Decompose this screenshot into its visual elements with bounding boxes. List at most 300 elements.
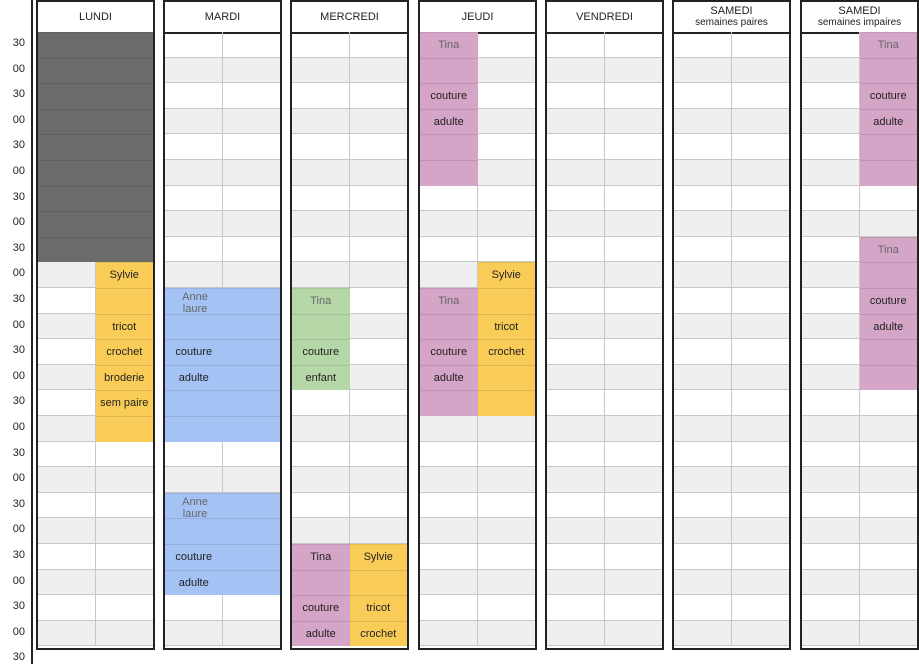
schedule-cell[interactable]: [605, 211, 663, 237]
schedule-cell[interactable]: [732, 288, 790, 314]
schedule-cell[interactable]: [478, 58, 536, 84]
block-row-line: [96, 186, 154, 187]
schedule-cell[interactable]: [860, 416, 918, 442]
schedule-cell[interactable]: [547, 390, 605, 416]
schedule-cell[interactable]: [802, 262, 860, 288]
schedule-cell[interactable]: [732, 262, 790, 288]
schedule-cell[interactable]: [223, 211, 281, 237]
schedule-cell[interactable]: [732, 134, 790, 160]
schedule-cell[interactable]: [674, 109, 732, 135]
schedule-cell[interactable]: [292, 160, 350, 186]
schedule-cell[interactable]: [38, 314, 96, 340]
schedule-cell[interactable]: [547, 621, 605, 647]
schedule-cell[interactable]: [350, 365, 408, 391]
schedule-cell[interactable]: [292, 32, 350, 58]
schedule-cell[interactable]: [674, 83, 732, 109]
day-header: [674, 2, 789, 34]
schedule-cell[interactable]: [802, 467, 860, 493]
schedule-cell[interactable]: [674, 390, 732, 416]
block-row-line: [96, 365, 154, 366]
block-row-line: [860, 134, 918, 135]
schedule-cell[interactable]: [292, 186, 350, 212]
block-row-line: [165, 339, 223, 340]
schedule-cell[interactable]: [478, 595, 536, 621]
activity-block[interactable]: [38, 32, 96, 262]
block-row-line: [292, 314, 350, 315]
schedule-cell[interactable]: [674, 621, 732, 647]
schedule-cell[interactable]: [350, 109, 408, 135]
schedule-cell[interactable]: [674, 339, 732, 365]
schedule-cell[interactable]: [38, 365, 96, 391]
block-row-line: [96, 237, 154, 238]
schedule-cell[interactable]: [732, 58, 790, 84]
schedule-cell[interactable]: [478, 442, 536, 468]
schedule-cell[interactable]: [605, 518, 663, 544]
schedule-cell[interactable]: [223, 58, 281, 84]
schedule-cell[interactable]: [223, 467, 281, 493]
schedule-cell[interactable]: [420, 518, 478, 544]
schedule-cell[interactable]: [732, 109, 790, 135]
schedule-cell[interactable]: [605, 314, 663, 340]
schedule-cell[interactable]: [732, 390, 790, 416]
schedule-cell[interactable]: [605, 365, 663, 391]
schedule-cell[interactable]: [547, 262, 605, 288]
schedule-cell[interactable]: [605, 544, 663, 570]
block-row-line: [38, 160, 96, 161]
schedule-cell[interactable]: [674, 211, 732, 237]
schedule-cell[interactable]: [38, 570, 96, 596]
schedule-cell[interactable]: [802, 58, 860, 84]
schedule-cell[interactable]: [478, 416, 536, 442]
schedule-cell[interactable]: [38, 595, 96, 621]
schedule-cell[interactable]: [802, 570, 860, 596]
schedule-cell[interactable]: [292, 237, 350, 263]
schedule-cell[interactable]: [605, 339, 663, 365]
schedule-cell[interactable]: [605, 570, 663, 596]
schedule-cell[interactable]: [420, 570, 478, 596]
schedule-cell[interactable]: [38, 467, 96, 493]
day-header: [292, 2, 407, 34]
schedule-cell[interactable]: [605, 83, 663, 109]
block-row-line: [96, 109, 154, 110]
block-row-line: [96, 160, 154, 161]
schedule-cell[interactable]: [605, 160, 663, 186]
schedule-cell[interactable]: [674, 518, 732, 544]
schedule-cell[interactable]: [292, 58, 350, 84]
schedule-cell[interactable]: [802, 32, 860, 58]
block-row-line: [292, 365, 350, 366]
schedule-cell[interactable]: [223, 237, 281, 263]
schedule-cell[interactable]: [547, 211, 605, 237]
schedule-cell[interactable]: [802, 595, 860, 621]
schedule-cell[interactable]: [674, 288, 732, 314]
schedule-cell[interactable]: [350, 32, 408, 58]
schedule-cell[interactable]: [547, 186, 605, 212]
schedule-cell[interactable]: [547, 518, 605, 544]
day-column: [800, 0, 919, 650]
block-row-line: [223, 544, 281, 545]
schedule-cell[interactable]: [802, 416, 860, 442]
block-row-line: [860, 314, 918, 315]
schedule-cell[interactable]: [732, 365, 790, 391]
schedule-cell[interactable]: [165, 83, 223, 109]
activity-block[interactable]: [420, 32, 478, 186]
schedule-cell[interactable]: [292, 416, 350, 442]
schedule-cell[interactable]: [802, 339, 860, 365]
schedule-cell[interactable]: [860, 390, 918, 416]
schedule-cell[interactable]: [165, 262, 223, 288]
schedule-cell[interactable]: [860, 570, 918, 596]
schedule-cell[interactable]: [223, 442, 281, 468]
schedule-cell[interactable]: [547, 416, 605, 442]
schedule-cell[interactable]: [732, 518, 790, 544]
schedule-cell[interactable]: [860, 595, 918, 621]
schedule-cell[interactable]: [350, 518, 408, 544]
schedule-cell[interactable]: [223, 595, 281, 621]
schedule-cell[interactable]: [547, 467, 605, 493]
schedule-cell[interactable]: [674, 595, 732, 621]
schedule-cell[interactable]: [732, 621, 790, 647]
schedule-cell[interactable]: [478, 518, 536, 544]
schedule-cell[interactable]: [165, 109, 223, 135]
schedule-cell[interactable]: [547, 237, 605, 263]
schedule-cell[interactable]: [547, 288, 605, 314]
time-column: [0, 0, 33, 664]
schedule-cell[interactable]: [420, 544, 478, 570]
block-row-line: [165, 544, 223, 545]
schedule-cell[interactable]: [605, 416, 663, 442]
schedule-cell[interactable]: [350, 160, 408, 186]
schedule-cell[interactable]: [38, 262, 96, 288]
schedule-cell[interactable]: [350, 467, 408, 493]
block-row-line: [420, 109, 478, 110]
schedule-cell[interactable]: [350, 416, 408, 442]
schedule-cell[interactable]: [674, 493, 732, 519]
schedule-cell[interactable]: [732, 32, 790, 58]
schedule-cell[interactable]: [674, 134, 732, 160]
time-label: 00: [12, 62, 25, 75]
schedule-cell[interactable]: [802, 288, 860, 314]
schedule-cell[interactable]: [38, 442, 96, 468]
schedule-cell[interactable]: [165, 186, 223, 212]
schedule-cell[interactable]: [478, 544, 536, 570]
schedule-cell[interactable]: [478, 32, 536, 58]
schedule-cell[interactable]: [860, 518, 918, 544]
schedule-cell[interactable]: [478, 211, 536, 237]
schedule-cell[interactable]: [223, 134, 281, 160]
activity-block[interactable]: [860, 237, 918, 391]
schedule-cell[interactable]: [605, 134, 663, 160]
schedule-cell[interactable]: [478, 570, 536, 596]
day-header: [547, 2, 662, 34]
schedule-cell[interactable]: [802, 237, 860, 263]
schedule-cell[interactable]: [223, 186, 281, 212]
schedule-cell[interactable]: [802, 211, 860, 237]
schedule-cell[interactable]: [605, 390, 663, 416]
schedule-cell[interactable]: [96, 467, 154, 493]
schedule-cell[interactable]: [547, 442, 605, 468]
schedule-cell[interactable]: [165, 467, 223, 493]
schedule-cell[interactable]: [860, 186, 918, 212]
schedule-cell[interactable]: [860, 621, 918, 647]
time-label: 00: [12, 267, 25, 280]
schedule-cell[interactable]: [547, 134, 605, 160]
schedule-cell[interactable]: [165, 621, 223, 647]
schedule-cell[interactable]: [223, 83, 281, 109]
schedule-cell[interactable]: [674, 416, 732, 442]
schedule-cell[interactable]: [165, 160, 223, 186]
schedule-cell[interactable]: [478, 621, 536, 647]
schedule-cell[interactable]: [674, 160, 732, 186]
activity-label: Sylvie: [491, 269, 521, 282]
schedule-cell[interactable]: [420, 211, 478, 237]
schedule-cell[interactable]: [38, 621, 96, 647]
schedule-cell[interactable]: [802, 390, 860, 416]
schedule-cell[interactable]: [547, 493, 605, 519]
schedule-cell[interactable]: [292, 390, 350, 416]
activity-block[interactable]: [96, 32, 154, 262]
schedule-cell[interactable]: [732, 416, 790, 442]
block-row-line: [96, 134, 154, 135]
schedule-cell[interactable]: [802, 109, 860, 135]
schedule-cell[interactable]: [547, 83, 605, 109]
schedule-cell[interactable]: [732, 442, 790, 468]
time-label: 30: [12, 395, 25, 408]
block-row-line: [38, 211, 96, 212]
schedule-cell[interactable]: [478, 134, 536, 160]
schedule-cell[interactable]: [38, 518, 96, 544]
schedule-cell[interactable]: [292, 467, 350, 493]
schedule-cell[interactable]: [605, 288, 663, 314]
schedule-cell[interactable]: [547, 58, 605, 84]
schedule-cell[interactable]: [165, 32, 223, 58]
schedule-cell[interactable]: [674, 442, 732, 468]
schedule-cell[interactable]: [38, 390, 96, 416]
schedule-cell[interactable]: [165, 442, 223, 468]
activity-block[interactable]: [860, 32, 918, 186]
schedule-cell[interactable]: [38, 288, 96, 314]
activity-label: adulte: [178, 576, 209, 589]
schedule-cell[interactable]: [165, 595, 223, 621]
schedule-cell[interactable]: [292, 493, 350, 519]
schedule-cell[interactable]: [547, 570, 605, 596]
schedule-cell[interactable]: [350, 339, 408, 365]
schedule-cell[interactable]: [802, 83, 860, 109]
schedule-cell[interactable]: [674, 237, 732, 263]
schedule-cell[interactable]: [292, 134, 350, 160]
schedule-cell[interactable]: [420, 621, 478, 647]
schedule-cell[interactable]: [860, 211, 918, 237]
schedule-cell[interactable]: [605, 621, 663, 647]
schedule-cell[interactable]: [674, 314, 732, 340]
schedule-cell[interactable]: [292, 442, 350, 468]
schedule-cell[interactable]: [165, 237, 223, 263]
schedule-cell[interactable]: [802, 493, 860, 519]
schedule-cell[interactable]: [674, 544, 732, 570]
schedule-cell[interactable]: [478, 237, 536, 263]
block-row-line: [165, 570, 223, 571]
schedule-cell[interactable]: [732, 339, 790, 365]
schedule-cell[interactable]: [860, 442, 918, 468]
schedule-cell[interactable]: [420, 467, 478, 493]
schedule-cell[interactable]: [802, 544, 860, 570]
schedule-cell[interactable]: [605, 595, 663, 621]
activity-block[interactable]: [223, 493, 281, 595]
activity-label: Tina: [310, 295, 332, 307]
schedule-cell[interactable]: [96, 442, 154, 468]
block-row-line: [420, 160, 478, 161]
schedule-cell[interactable]: [674, 467, 732, 493]
schedule-cell[interactable]: [547, 32, 605, 58]
schedule-cell[interactable]: [478, 186, 536, 212]
schedule-cell[interactable]: [165, 211, 223, 237]
schedule-cell[interactable]: [223, 109, 281, 135]
schedule-cell[interactable]: [802, 314, 860, 340]
schedule-cell[interactable]: [732, 493, 790, 519]
activity-label: couture: [869, 295, 907, 307]
schedule-cell[interactable]: [674, 58, 732, 84]
schedule-cell[interactable]: [802, 365, 860, 391]
schedule-cell[interactable]: [547, 339, 605, 365]
schedule-cell[interactable]: [732, 595, 790, 621]
schedule-cell[interactable]: [860, 544, 918, 570]
schedule-cell[interactable]: [96, 493, 154, 519]
schedule-cell[interactable]: [732, 314, 790, 340]
schedule-cell[interactable]: [860, 493, 918, 519]
schedule-cell[interactable]: [732, 544, 790, 570]
block-row-line: [350, 621, 408, 622]
schedule-cell[interactable]: [38, 493, 96, 519]
schedule-cell[interactable]: [420, 237, 478, 263]
schedule-cell[interactable]: [420, 186, 478, 212]
schedule-cell[interactable]: [96, 595, 154, 621]
schedule-cell[interactable]: [860, 467, 918, 493]
schedule-cell[interactable]: [420, 493, 478, 519]
schedule-cell[interactable]: [605, 467, 663, 493]
schedule-cell[interactable]: [802, 134, 860, 160]
schedule-cell[interactable]: [420, 262, 478, 288]
schedule-cell[interactable]: [96, 544, 154, 570]
schedule-cell[interactable]: [223, 160, 281, 186]
schedule-cell[interactable]: [674, 32, 732, 58]
schedule-cell[interactable]: [478, 160, 536, 186]
schedule-cell[interactable]: [802, 160, 860, 186]
schedule-cell[interactable]: [547, 544, 605, 570]
activity-block[interactable]: [478, 262, 536, 416]
schedule-cell[interactable]: [547, 109, 605, 135]
schedule-cell[interactable]: [547, 314, 605, 340]
schedule-cell[interactable]: [605, 442, 663, 468]
schedule-cell[interactable]: [38, 339, 96, 365]
schedule-cell[interactable]: [350, 314, 408, 340]
schedule-cell[interactable]: [605, 493, 663, 519]
schedule-cell[interactable]: [674, 570, 732, 596]
schedule-cell[interactable]: [802, 186, 860, 212]
day-column: [418, 0, 537, 650]
schedule-cell[interactable]: [96, 621, 154, 647]
schedule-cell[interactable]: [802, 518, 860, 544]
block-row-line: [96, 390, 154, 391]
schedule-cell[interactable]: [732, 570, 790, 596]
schedule-cell[interactable]: [165, 134, 223, 160]
schedule-cell[interactable]: [674, 365, 732, 391]
schedule-cell[interactable]: [38, 544, 96, 570]
schedule-cell[interactable]: [350, 390, 408, 416]
schedule-cell[interactable]: [605, 186, 663, 212]
schedule-cell[interactable]: [292, 109, 350, 135]
schedule-cell[interactable]: [223, 32, 281, 58]
schedule-cell[interactable]: [292, 518, 350, 544]
schedule-cell[interactable]: [732, 83, 790, 109]
schedule-cell[interactable]: [478, 493, 536, 519]
schedule-cell[interactable]: [605, 109, 663, 135]
schedule-cell[interactable]: [165, 58, 223, 84]
schedule-cell[interactable]: [420, 595, 478, 621]
schedule-cell[interactable]: [478, 109, 536, 135]
schedule-cell[interactable]: [350, 211, 408, 237]
schedule-cell[interactable]: [547, 160, 605, 186]
schedule-cell[interactable]: [674, 186, 732, 212]
schedule-cell[interactable]: [292, 83, 350, 109]
schedule-cell[interactable]: [292, 262, 350, 288]
schedule-cell[interactable]: [350, 262, 408, 288]
block-row-line: [96, 58, 154, 59]
schedule-cell[interactable]: [350, 186, 408, 212]
time-label: 00: [12, 523, 25, 536]
schedule-cell[interactable]: [420, 442, 478, 468]
block-row-line: [860, 109, 918, 110]
schedule-cell[interactable]: [223, 262, 281, 288]
schedule-cell[interactable]: [605, 58, 663, 84]
schedule-cell[interactable]: [350, 237, 408, 263]
schedule-cell[interactable]: [350, 83, 408, 109]
schedule-cell[interactable]: [605, 32, 663, 58]
block-row-line: [860, 288, 918, 289]
schedule-cell[interactable]: [802, 621, 860, 647]
block-row-line: [420, 314, 478, 315]
day-header: [420, 2, 535, 34]
schedule-cell[interactable]: [38, 416, 96, 442]
schedule-cell[interactable]: [223, 621, 281, 647]
schedule-cell[interactable]: [350, 134, 408, 160]
schedule-cell[interactable]: [605, 262, 663, 288]
schedule-cell[interactable]: [292, 211, 350, 237]
schedule-cell[interactable]: [732, 237, 790, 263]
schedule-cell[interactable]: [478, 83, 536, 109]
schedule-cell[interactable]: [732, 467, 790, 493]
day-header: [38, 2, 153, 34]
schedule-cell[interactable]: [732, 211, 790, 237]
schedule-cell[interactable]: [802, 442, 860, 468]
schedule-cell[interactable]: [350, 58, 408, 84]
block-row-line: [420, 365, 478, 366]
schedule-cell[interactable]: [732, 186, 790, 212]
schedule-cell[interactable]: [674, 262, 732, 288]
schedule-cell[interactable]: [547, 595, 605, 621]
schedule-cell[interactable]: [732, 160, 790, 186]
schedule-cell[interactable]: [350, 493, 408, 519]
schedule-cell[interactable]: [420, 416, 478, 442]
schedule-cell[interactable]: [350, 288, 408, 314]
schedule-cell[interactable]: [96, 518, 154, 544]
schedule-cell[interactable]: [96, 570, 154, 596]
activity-block[interactable]: [223, 288, 281, 442]
schedule-cell[interactable]: [605, 237, 663, 263]
schedule-cell[interactable]: [547, 365, 605, 391]
schedule-cell[interactable]: [478, 467, 536, 493]
schedule-cell[interactable]: [350, 442, 408, 468]
block-row-line: [478, 390, 536, 391]
